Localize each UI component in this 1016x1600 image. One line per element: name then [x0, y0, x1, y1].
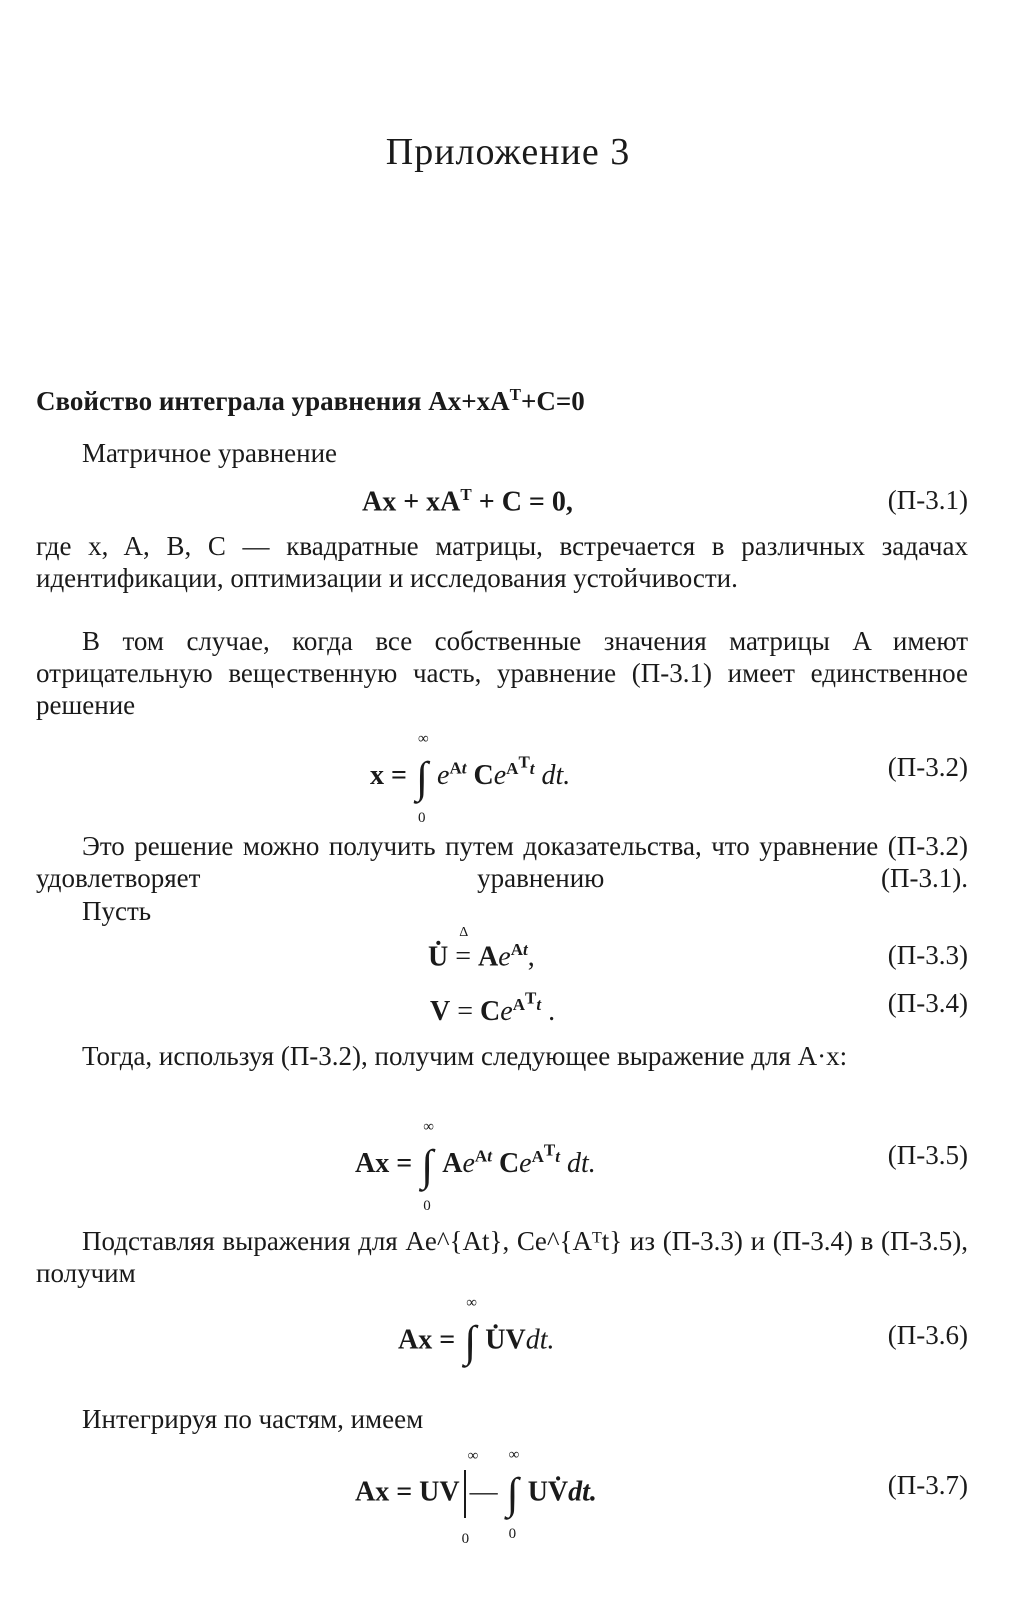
equation-3-5 — [0, 1118, 1016, 1214]
paragraph-intro: Матричное уравнение — [82, 438, 338, 468]
integral-sign: ∫ ∞ 0 — [415, 730, 429, 826]
equation-3-7-number: (П-3.7) — [887, 1470, 968, 1500]
equation-3-5-number: (П-3.5) — [887, 1140, 968, 1170]
equation-3-7 — [0, 1447, 1016, 1547]
paragraph-then: Тогда, используя (П-3.2), получим следующее выражение для A·x: — [82, 1041, 848, 1071]
paragraph-eigenvalues: В том случае, когда все собственные значения матрицы A имеют отрицательную вещественную часть, уравнение (П-3.1) имеет единственное решение — [36, 626, 968, 720]
paragraph-let: Пусть — [82, 896, 152, 926]
equation-3-6 — [0, 1295, 1016, 1380]
equation-3-3-formula: U̇ = Δ $Ae^{At}$, — [428, 925, 535, 973]
equation-3-7-formula: Ax = UV ∞ 0 — ∫ ∞ 0 UV̇dt. — [355, 1447, 597, 1547]
equation-3-6-formula: Ax = ∫ ∞ U̇Vdt. — [398, 1295, 555, 1366]
equation-3-5-formula: Ax = ∫ ∞ 0 $Ae^{At}$ $Ce^{A^Tt}$ dt. — [355, 1118, 596, 1214]
equation-3-4 — [0, 988, 1016, 1048]
heading-text: Свойство интеграла уравнения $Ax+xA^T+C=0$ — [36, 385, 585, 416]
equation-3-2-formula: x = ∫ ∞ 0 $e^{At}$ $Ce^{A^Tt}$ dt. — [370, 730, 571, 826]
equation-3-1-number: (П-3.1) — [887, 485, 968, 515]
paragraph-proof: Это решение можно получить путем доказательства, что уравнение (П-3.2) удовлетворяет уравнению (П-3.1). — [36, 831, 968, 893]
equation-3-2-number: (П-3.2) — [887, 752, 968, 782]
paragraph-substitute: Подставляя выражения для Ae^{At}, Ce^{Aᵀt} из (П-3.3) и (П-3.4) в (П-3.5), получим — [36, 1226, 968, 1288]
equation-3-1-formula: $Ax + xA^T + C = 0$, — [362, 485, 573, 518]
paragraph-matrices: где x, A, B, C — квадратные матрицы, встречается в различных задачах идентификации, оптимизации и исследования устойчивости. — [36, 531, 968, 593]
equation-3-2 — [0, 730, 1016, 826]
appendix-title: Приложение 3 — [385, 131, 631, 173]
integral-sign: ∫ ∞ 0 — [421, 1118, 434, 1214]
equation-3-4-formula: $V = Ce^{A^Tt}$ . — [430, 988, 556, 1027]
equation-3-3-number: (П-3.3) — [887, 940, 968, 970]
equation-3-4-number: (П-3.4) — [887, 988, 968, 1018]
integral-sign: ∫ ∞ — [464, 1295, 477, 1366]
paragraph-integrate: Интегрируя по частям, имеем — [82, 1404, 424, 1434]
equation-3-6-number: (П-3.6) — [887, 1320, 968, 1350]
evaluation-bar: ∞ 0 — [461, 1448, 479, 1547]
section-heading — [36, 385, 585, 417]
integral-sign: ∫ ∞ 0 — [506, 1447, 520, 1542]
